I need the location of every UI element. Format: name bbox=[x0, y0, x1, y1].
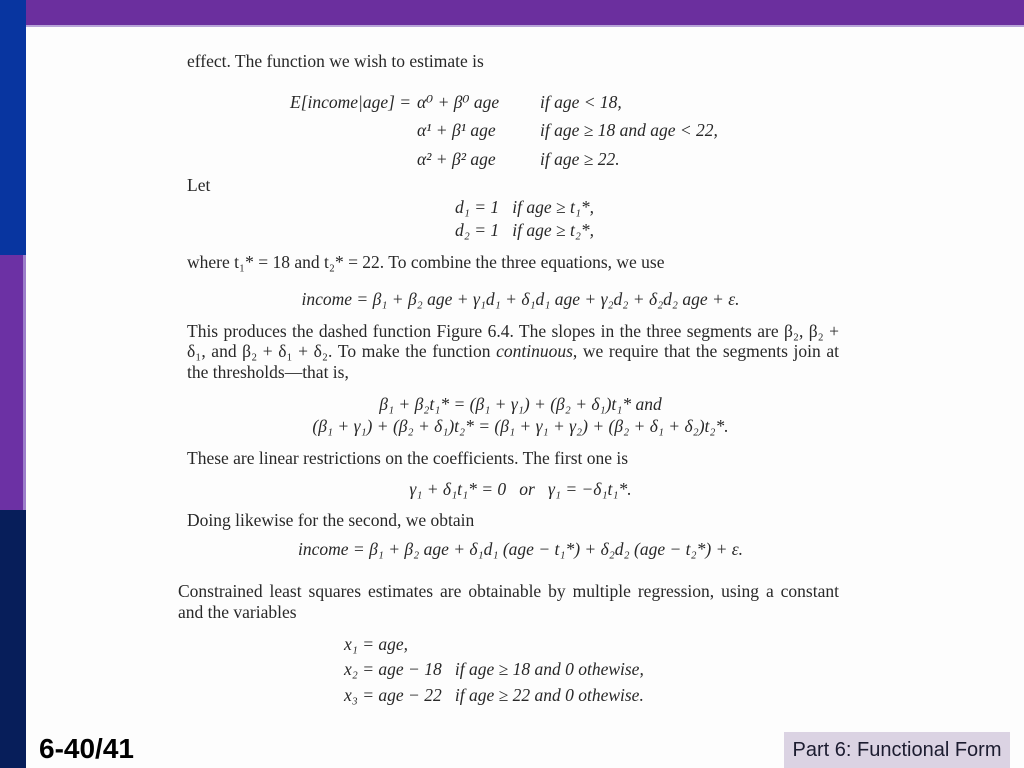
equations-continuity bbox=[178, 393, 839, 437]
regressor-definition-x1: x₁ = age, bbox=[344, 633, 409, 654]
slide-body bbox=[178, 51, 839, 708]
equation-continuity-2: (β₁ + γ₁) + (β₂ + δ₁)t₂* = (β₁ + γ₁ + γ₂) + (β₂ + δ₁ + δ₂)t₂*. bbox=[312, 416, 729, 437]
intro-text: effect. The function we wish to estimate is bbox=[187, 51, 484, 71]
piecewise-cond-1: if age < 18, bbox=[540, 91, 622, 112]
sidebar-accent bbox=[0, 0, 26, 768]
piecewise-expr-2: α¹ + β¹ age bbox=[417, 120, 496, 141]
piecewise-row bbox=[290, 116, 839, 145]
piecewise-row bbox=[290, 88, 839, 117]
regressor-definition-x3: x₃ = age − 22 if age ≥ 22 and 0 othewise. bbox=[344, 684, 644, 705]
paragraph-slopes bbox=[187, 321, 839, 383]
equation-first-restriction: γ₁ + δ₁t₁* = 0 or γ₁ = −δ₁t₁*. bbox=[409, 478, 632, 499]
sidebar-segment-navy bbox=[0, 510, 26, 768]
sidebar-segment-blue bbox=[0, 0, 26, 255]
piecewise-expr-3: α² + β² age bbox=[417, 148, 496, 169]
paragraph-slopes-emphasis: continuous bbox=[496, 341, 573, 362]
section-footer bbox=[784, 732, 1010, 768]
piecewise-cond-2: if age ≥ 18 and age < 22, bbox=[540, 120, 718, 141]
paragraph-slopes-part-a: This produces the dashed function Figure 6.4. The slopes in the three segments are β₂, β₂ + δ₁, and β₂ + δ₁ + δ₂. To make the function bbox=[187, 320, 839, 362]
piecewise-row bbox=[290, 145, 839, 174]
threshold-values-text: where t₁* = 18 and t₂* = 22. To combine the three equations, we use bbox=[187, 252, 665, 273]
piecewise-cond-3: if age ≥ 22. bbox=[540, 148, 620, 169]
paragraph-constrained-ls: Constrained least squares estimates are obtainable by multiple regression, using a constant and the variables bbox=[178, 581, 839, 623]
dummy-definition-2: d₂ = 1 if age ≥ t₂*, bbox=[455, 220, 595, 241]
sidebar-segment-purple bbox=[0, 255, 26, 510]
paragraph-restrictions: These are linear restrictions on the coefficients. The first one is bbox=[187, 448, 629, 469]
paragraph-slopes-part-b: , we require that the segments join at the thresholds—that is, bbox=[187, 341, 839, 383]
equation-piecewise-expectation bbox=[290, 88, 839, 174]
equation-continuity-1: β₁ + β₂t₁* = (β₁ + γ₁) + (β₂ + δ₁)t₁* and bbox=[379, 394, 662, 415]
paragraph-likewise: Doing likewise for the second, we obtain bbox=[187, 509, 475, 530]
regressor-definitions bbox=[344, 632, 839, 709]
equation-constrained-regression: income = β₁ + β₂ age + δ₁d₁ (age − t₁*) + δ₂d₂ (age − t₂*) + ε. bbox=[297, 539, 744, 560]
top-accent-bar bbox=[26, 0, 1024, 27]
piecewise-lhs: E[income|age] = bbox=[290, 91, 412, 112]
piecewise-lhs-spacer bbox=[290, 145, 417, 174]
piecewise-expr-1: α⁰ + β⁰ age bbox=[417, 91, 500, 112]
equation-combined-regression: income = β₁ + β₂ age + γ₁d₁ + δ₁d₁ age + γ₂d₂ + δ₂d₂ age + ε. bbox=[301, 288, 740, 309]
page-number: 6-40/41 bbox=[39, 733, 134, 764]
dummy-definition-1: d₁ = 1 if age ≥ t₁*, bbox=[455, 197, 595, 218]
let-label: Let bbox=[187, 175, 211, 196]
regressor-definition-x2: x₂ = age − 18 if age ≥ 18 and 0 othewise, bbox=[344, 659, 644, 680]
sidebar-edge-highlight bbox=[23, 255, 26, 510]
piecewise-lhs-spacer bbox=[290, 116, 417, 145]
dummy-variable-definitions bbox=[455, 196, 839, 242]
section-footer-label: Part 6: Functional Form bbox=[792, 738, 1002, 761]
